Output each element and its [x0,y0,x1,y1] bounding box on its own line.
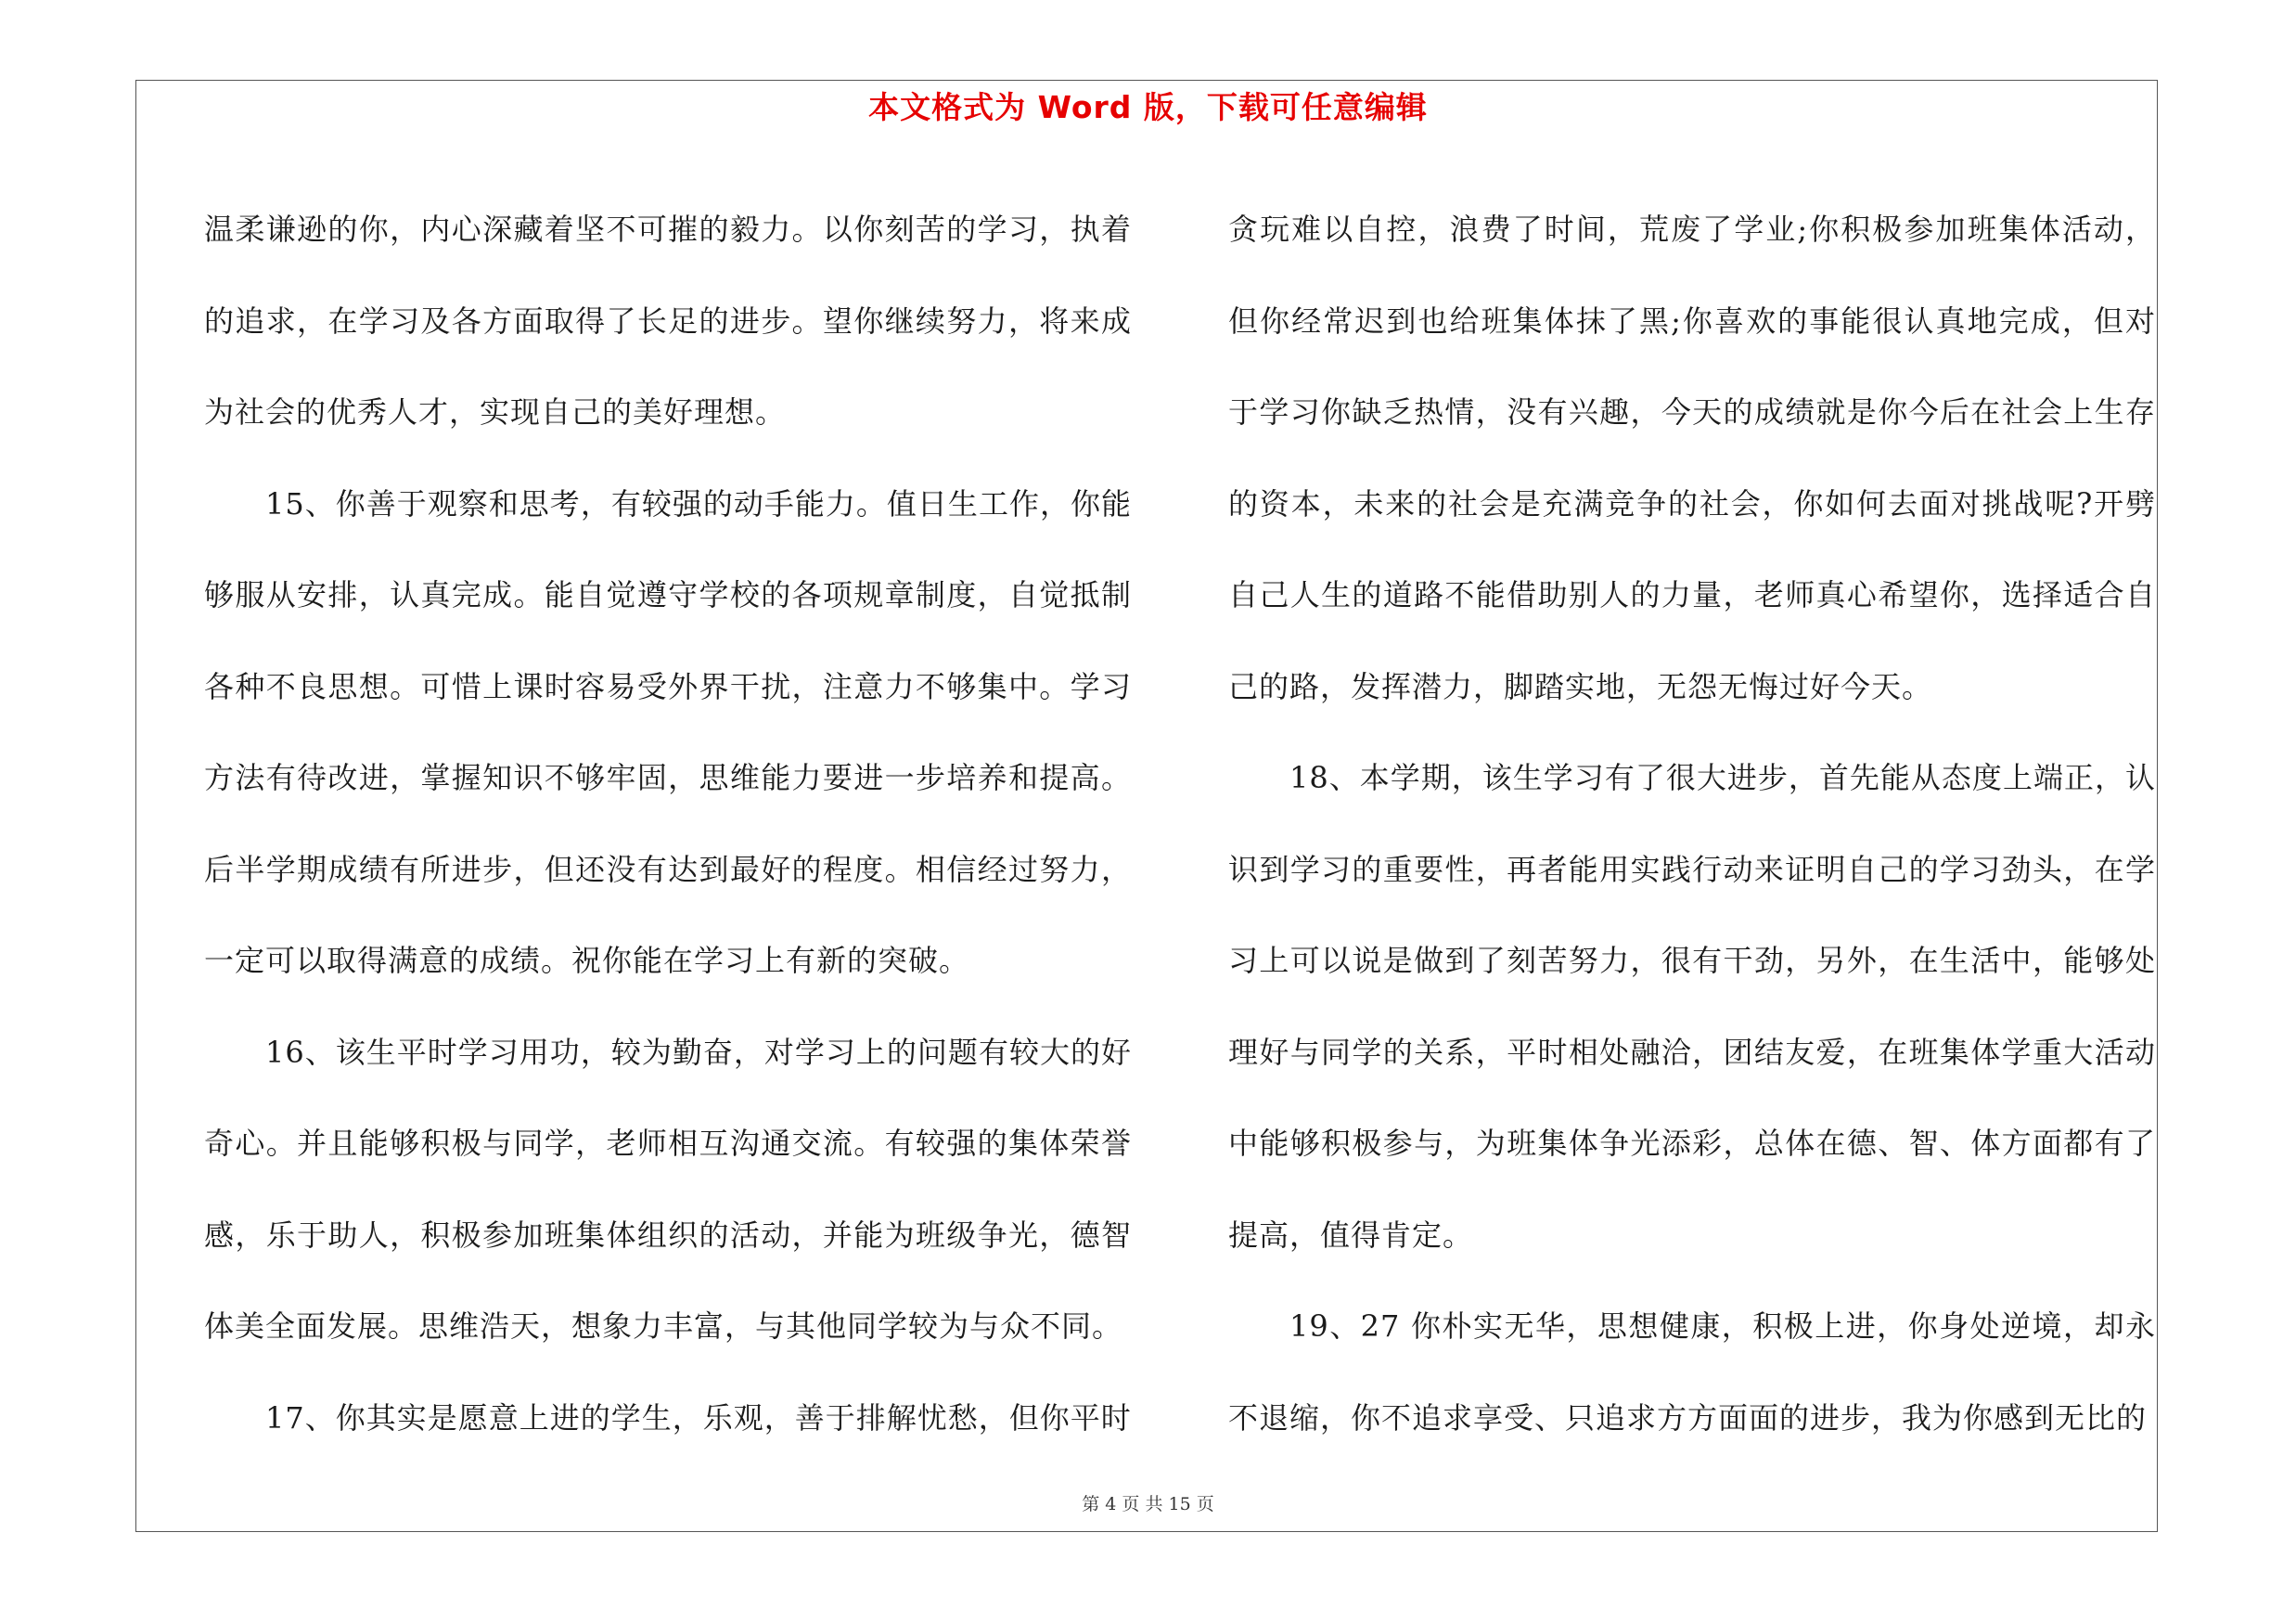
paragraph: 15、你善于观察和思考，有较强的动手能力。值日生工作，你能够服从安排，认真完成。能自觉遵守学校的各项规章制度，自觉抵制各种不良思想。可惜上课时容易受外界干扰，注意力不够集中。学习方法有待改进，掌握知识不够牢固，思维能力要进一步培养和提高。后半学期成绩有所进步，但还没有达到最好的程度。相信经过努力，一定可以取得满意的成绩。祝你能在学习上有新的突破。 [204,485,1132,978]
format-banner: 本文格式为 Word 版，下载可任意编辑 [868,89,1428,125]
paragraph: 17、你其实是愿意上进的学生，乐观，善于排解忧愁，但你平时 [265,1399,1132,1436]
paragraph: 16、该生平时学习用功，较为勤奋，对学习上的问题有较大的好奇心。并且能够积极与同学，老师相互沟通交流。有较强的集体荣誉感，乐于助人，积极参加班集体组织的活动，并能为班级争光，德智体美全面发展。思维浩天，想象力丰富，与其他同学较为与众不同。 [204,1034,1132,1344]
paragraph: 温柔谦逊的你，内心深藏着坚不可摧的毅力。以你刻苦的学习，执着的追求，在学习及各方面取得了长足的进步。望你继续努力，将来成为社会的优秀人才，实现自己的美好理想。 [204,212,1132,430]
paragraph: 19、27 你朴实无华，思想健康，积极上进，你身处逆境，却永不退缩，你不追求享受、只追求方方面面的进步，我为你感到无比的 [1228,1308,2156,1436]
paragraph: 18、本学期，该生学习有了很大进步，首先能从态度上端正，认识到学习的重要性，再者能用实践行动来证明自己的学习劲头，在学习上可以说是做到了刻苦努力，很有干劲，另外，在生活中，能够处理好与同学的关系，平时相处融洽，团结友爱，在班集体学重大活动中能够积极参与，为班集体争光添彩，总体在德、智、体方面都有了提高，值得肯定。 [1228,760,2156,1253]
left-column [204,184,1132,1463]
paragraph: 贪玩难以自控，浪费了时间，荒废了学业;你积极参加班集体活动，但你经常迟到也给班集体抹了黑;你喜欢的事能很认真地完成，但对于学习你缺乏热情，没有兴趣，今天的成绩就是你今后在社会上生存的资本，未来的社会是充满竞争的社会，你如何去面对挑战呢?开劈自己人生的道路不能借助别人的力量，老师真心希望你，选择适合自己的路，发挥潜力，脚踏实地，无怨无悔过好今天。 [1228,212,2156,704]
page-number: 第 4 页 共 15 页 [1082,1494,1214,1514]
right-column [1228,184,2156,1463]
